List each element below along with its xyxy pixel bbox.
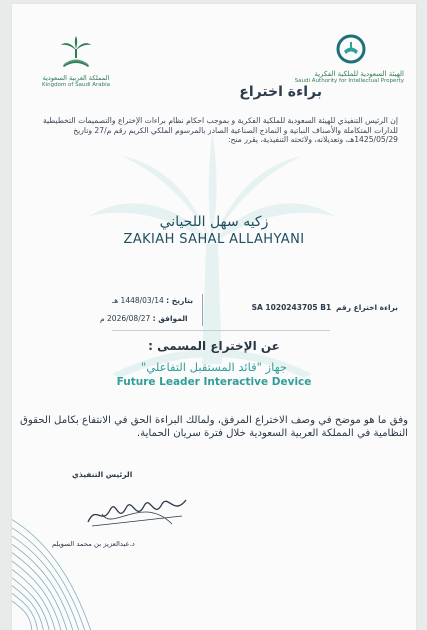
- signature-image: [82, 486, 192, 536]
- kingdom-name-ar: المملكة العربية السعودية: [42, 74, 110, 82]
- divider: [202, 294, 203, 326]
- holder-name-en: ZAKIAH SAHAL ALLAHYANI: [123, 232, 305, 247]
- saudi-emblem-logo: [26, 36, 126, 88]
- invention-heading: عن الإختراع المسمى :: [148, 339, 280, 353]
- signatory-title: الرئيس التنفيذي: [72, 470, 133, 479]
- preamble-text: إن الرئيس التنفيذي للهيئة السعودية للملكية الفكرية و بموجب احكام نظام براءات الإختراع والتصميمات التخطيطية للدارات المتكاملة والأصناف النباتية و النماذج الصناعية الصادر بالمرسوم الملكي الكريم رقم م/27 وتاريخ 1425/05/29هـ، وتعديلاته، ولائحته التنفيذية، يقرر منح:: [42, 116, 398, 145]
- saip-logo: [264, 34, 404, 84]
- patent-number-label: براءة اختراع رقم: [335, 303, 398, 312]
- date-gregorian: 2026/08/27 م: [100, 314, 151, 323]
- authority-name-ar: الهيئة السعودية للملكية الفكرية: [314, 70, 404, 78]
- signatory-name: د.عبدالعزيز بن محمد السويلم: [52, 540, 135, 548]
- kingdom-name-en: Kingdom of Saudi Arabia: [41, 82, 111, 88]
- corresponding-label: الموافق :: [152, 314, 188, 323]
- rights-text: وفق ما هو موضح في وصف الاختراع المرفق، ولمالك البراءة الحق في الانتفاع بكامل الحقوق النظامية في المملكة العربية السعودية خلال فترة سريان الحماية.: [19, 415, 408, 439]
- date-hijri: 1448/03/14 هـ: [112, 296, 164, 305]
- patent-number-value: SA 1020243705 B1: [251, 303, 332, 312]
- invention-title-en: Future Leader Interactive Device: [116, 376, 312, 388]
- certificate-page: [12, 4, 416, 630]
- saip-emblem-icon: [336, 34, 366, 64]
- date-gregorian-row: [100, 314, 188, 323]
- invention-title-ar: جهاز "قائد المستقبل التفاعلي": [140, 360, 288, 374]
- holder-name-ar: زكيه سهل اللحياني: [159, 214, 269, 230]
- authority-name-en: Saudi Authority for Intellectual Property: [294, 78, 404, 84]
- divider: [112, 330, 330, 331]
- patent-number: [252, 303, 398, 312]
- palm-swords-icon: [59, 36, 93, 68]
- date-hijri-row: [112, 296, 193, 305]
- date-label: بتاريخ :: [166, 296, 194, 305]
- certificate-title: براءة اختراع: [239, 84, 322, 100]
